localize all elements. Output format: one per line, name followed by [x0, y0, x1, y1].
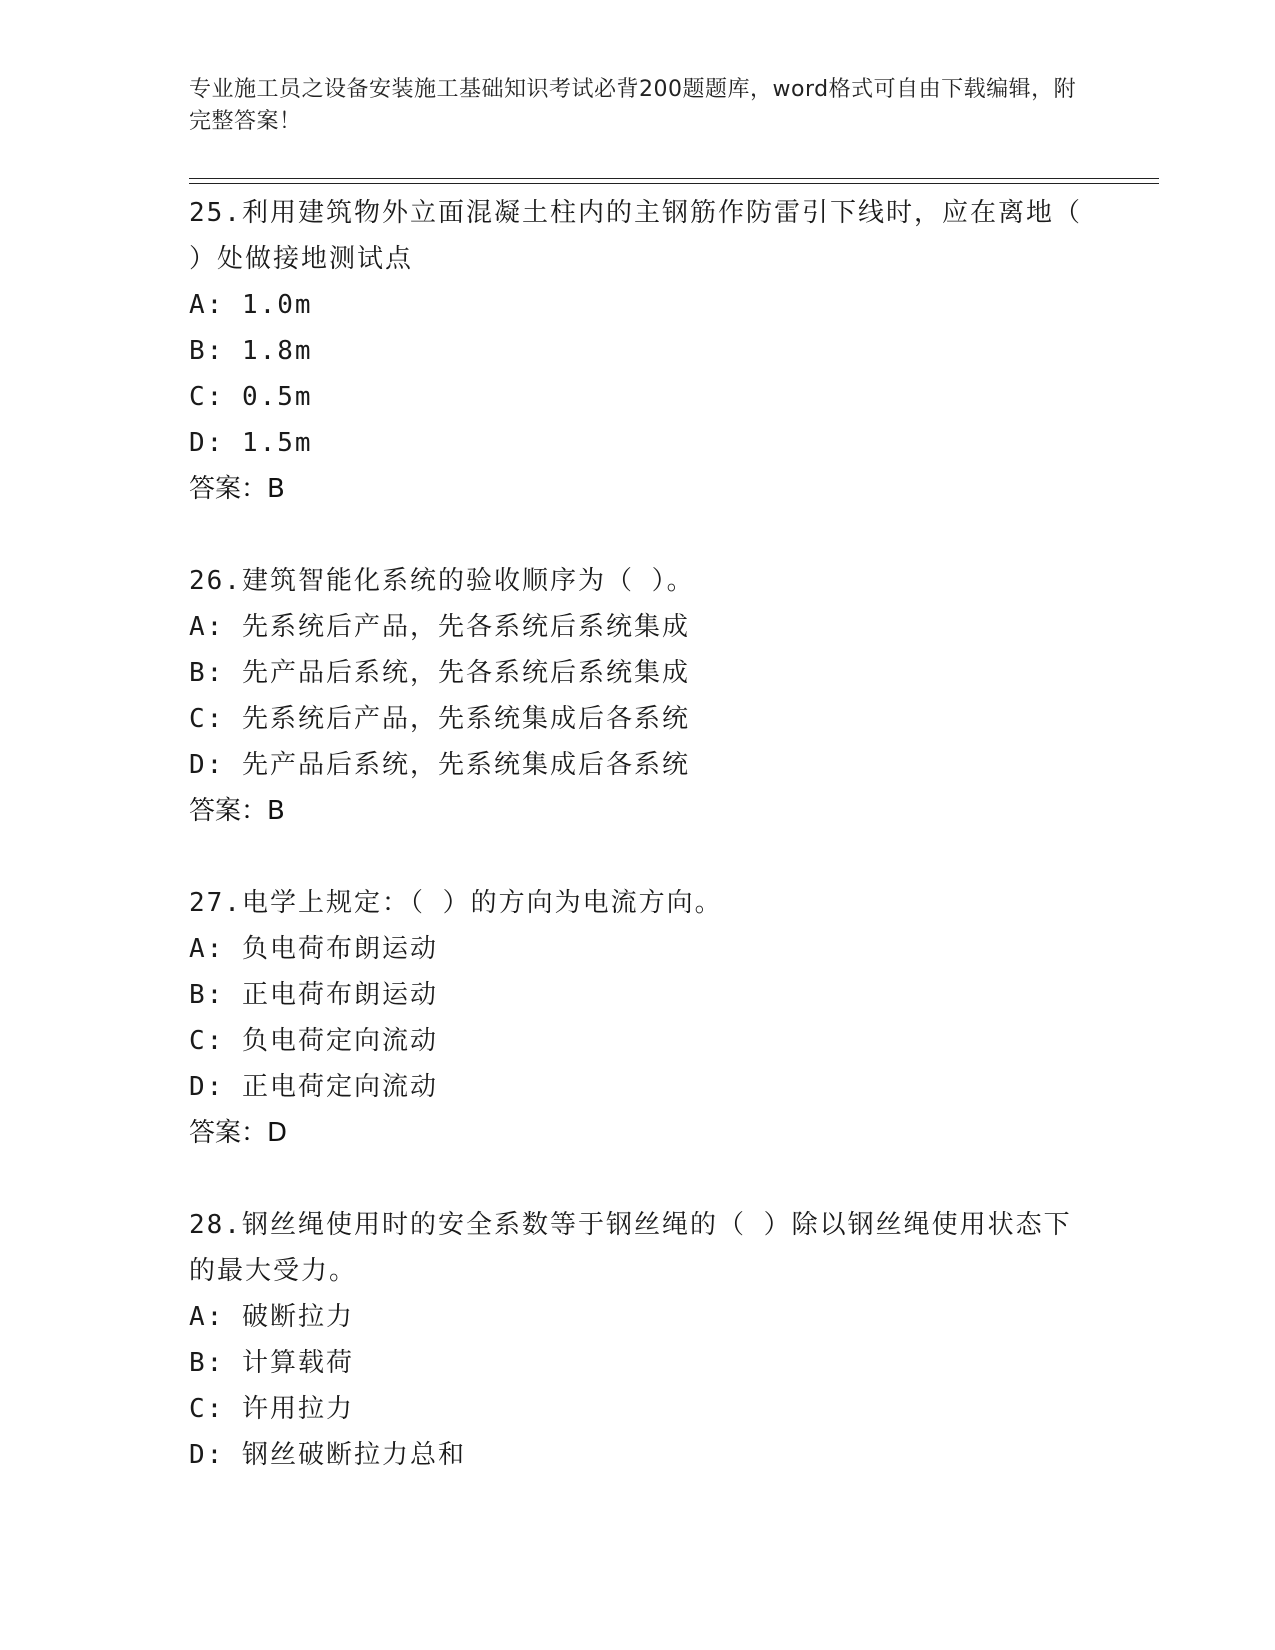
option-d: D: 正电荷定向流动: [189, 1072, 438, 1102]
document-header: 专业施工员之设备安装施工基础知识考试必背200题题库，word格式可自由下载编辑，附完整答案！: [189, 77, 1077, 134]
header-divider-top: [189, 178, 1159, 179]
option-c: C: 0.5m: [189, 382, 313, 412]
spacer: [189, 834, 1089, 880]
question-text: 28.钢丝绳使用时的安全系数等于钢丝绳的（ ）除以钢丝绳使用状态下的最大受力。: [189, 1210, 1072, 1286]
option-a: A: 破断拉力: [189, 1302, 354, 1332]
option-d: D: 1.5m: [189, 428, 313, 458]
answer: 答案：D: [189, 1118, 288, 1148]
question-text: 27.电学上规定：（ ）的方向为电流方向。: [189, 888, 723, 918]
question-list: [189, 190, 1100, 1478]
option-b: B: 1.8m: [189, 336, 313, 366]
question-27: [189, 880, 1089, 1156]
option-b: B: 正电荷布朗运动: [189, 980, 438, 1010]
option-d: D: 钢丝破断拉力总和: [189, 1440, 466, 1470]
option-c: C: 许用拉力: [189, 1394, 354, 1424]
question-26: [189, 558, 1089, 834]
question-28: [189, 1202, 1089, 1478]
answer: 答案：B: [189, 796, 285, 826]
option-c: C: 先系统后产品，先系统集成后各系统: [189, 704, 690, 734]
option-c: C: 负电荷定向流动: [189, 1026, 438, 1056]
answer: 答案：B: [189, 474, 285, 504]
option-a: A: 先系统后产品，先各系统后系统集成: [189, 612, 690, 642]
question-text: 26.建筑智能化系统的验收顺序为（ ）。: [189, 566, 695, 596]
option-a: A: 1.0m: [189, 290, 313, 320]
option-b: B: 计算载荷: [189, 1348, 354, 1378]
header-divider-bottom: [189, 183, 1159, 184]
spacer: [189, 512, 1089, 558]
question-text: 25.利用建筑物外立面混凝土柱内的主钢筋作防雷引下线时，应在离地（ ）处做接地测试点: [189, 198, 1100, 274]
spacer: [189, 1156, 1089, 1202]
option-a: A: 负电荷布朗运动: [189, 934, 438, 964]
question-25: [189, 190, 1100, 512]
option-b: B: 先产品后系统，先各系统后系统集成: [189, 658, 690, 688]
option-d: D: 先产品后系统，先系统集成后各系统: [189, 750, 690, 780]
